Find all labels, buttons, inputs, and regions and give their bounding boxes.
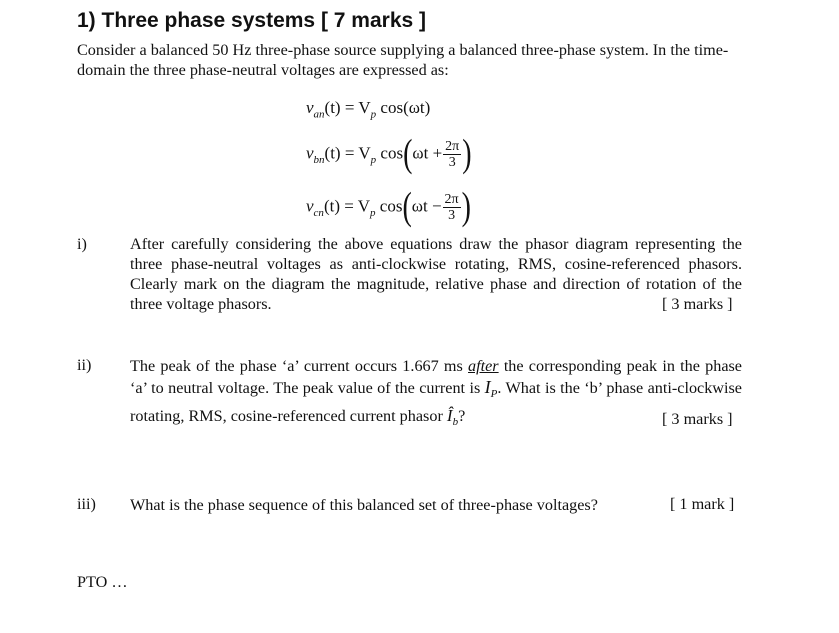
question-i-marks: [ 3 marks ] bbox=[662, 295, 733, 313]
eq-vbn-fraction bbox=[443, 139, 461, 170]
equation-vcn bbox=[306, 185, 471, 229]
pto-footer: PTO … bbox=[77, 573, 128, 591]
equation-van bbox=[306, 98, 430, 120]
question-ii-ip-var: I bbox=[484, 377, 491, 397]
question-ii-ib-sub: b bbox=[452, 416, 459, 429]
question-ii-part1: The peak of the phase ‘a’ current occurs 1.667 ms bbox=[130, 357, 469, 375]
intro-paragraph: Consider a balanced 50 Hz three-phase source supplying a balanced three-phase system. In the time-domain the three phase-neutral voltages are expressed as: bbox=[77, 41, 729, 79]
eq-vbn-lhs-sub: bn bbox=[313, 153, 325, 166]
eq-vbn-frac-den: 3 bbox=[448, 155, 456, 170]
question-ii-emph: after bbox=[468, 357, 499, 375]
eq-van-func: cos bbox=[380, 98, 404, 117]
eq-van-rhs: (t) = V bbox=[324, 98, 371, 117]
question-ii-label: ii) bbox=[77, 356, 92, 374]
eq-vcn-lhs-sub: cn bbox=[313, 206, 324, 219]
equation-vbn bbox=[306, 132, 472, 176]
eq-vcn-frac-num: 2π bbox=[444, 192, 459, 207]
question-ii-part2: the corresponding peak in the phase ‘a’ to neutral voltage. The peak value of the current is bbox=[130, 357, 742, 397]
eq-vcn-frac-den: 3 bbox=[448, 208, 456, 223]
eq-vbn-frac-num: 2π bbox=[445, 139, 460, 154]
eq-vbn-rhs: (t) = V bbox=[324, 143, 371, 163]
eq-vcn-func: cos bbox=[379, 196, 403, 216]
question-i-body: After carefully considering the above equations draw the phasor diagram representing the three phase-neutral voltages as anti-clockwise rotating, RMS, cosine-referenced phasors. Clearly mark on the diagram the magnitude, relative phase and direction of rotation of the three voltage phasors. bbox=[130, 235, 742, 313]
eq-van-rhs-sub: p bbox=[370, 108, 377, 121]
eq-vcn-rhs: (t) = V bbox=[323, 196, 371, 216]
question-iii-marks: [ 1 mark ] bbox=[670, 495, 735, 513]
question-ii-ip-sub: P bbox=[490, 388, 498, 401]
question-ii-text bbox=[130, 356, 742, 433]
question-title: 1) Three phase systems [ 7 marks ] bbox=[77, 9, 427, 32]
eq-vcn-paren-open: ( bbox=[402, 185, 412, 229]
eq-vbn-paren-open: ( bbox=[403, 132, 413, 176]
eq-van-lhs: v bbox=[306, 98, 314, 117]
eq-vbn-arg: ωt + bbox=[412, 143, 443, 163]
eq-van-arg: (ωt) bbox=[403, 98, 431, 117]
eq-van-lhs-sub: an bbox=[313, 108, 325, 121]
question-ii-ib-var: Î bbox=[446, 406, 453, 426]
eq-vbn-func: cos bbox=[380, 143, 404, 163]
eq-vcn-rhs-sub: p bbox=[370, 206, 376, 219]
question-i-text bbox=[130, 234, 742, 314]
eq-vcn-paren-close: ) bbox=[461, 185, 471, 229]
question-iii-text: What is the phase sequence of this balanced set of three-phase voltages? bbox=[130, 496, 598, 514]
question-ii-marks: [ 3 marks ] bbox=[662, 410, 733, 428]
eq-vcn-lhs: v bbox=[306, 196, 314, 216]
eq-vbn-lhs: v bbox=[306, 143, 314, 163]
question-iii-label: iii) bbox=[77, 495, 96, 513]
question-ii-part4: ? bbox=[458, 407, 466, 426]
eq-vbn-paren-close: ) bbox=[462, 132, 472, 176]
question-ii-part3: . What is the ‘b’ phase anti-clockwise rotating, RMS, cosine-referenced current phasor bbox=[130, 379, 742, 426]
question-i-label: i) bbox=[77, 235, 87, 253]
eq-vbn-rhs-sub: p bbox=[370, 153, 377, 166]
eq-vcn-arg: ωt − bbox=[411, 196, 442, 216]
eq-vcn-fraction bbox=[443, 192, 461, 223]
